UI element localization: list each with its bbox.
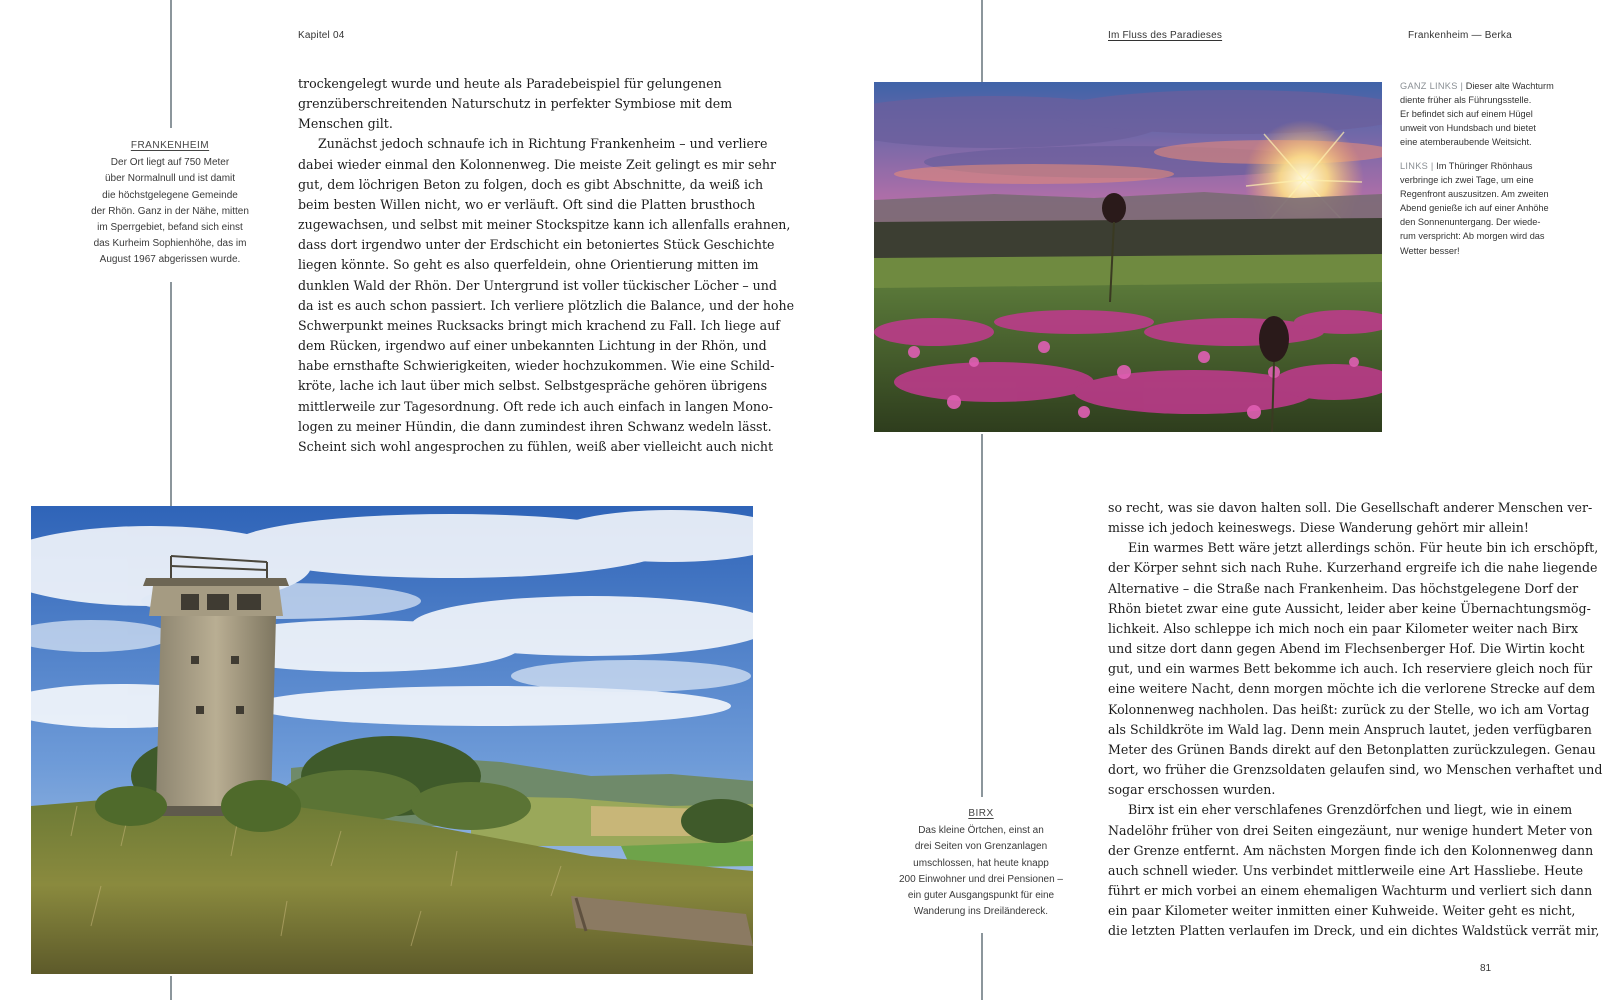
body-line: der Grenze entfernt. Am nächsten Morgen finde ich den Kolonnenweg dann xyxy=(1108,842,1594,858)
caption-line: unweit von Hundsbach und bietet xyxy=(1400,123,1536,134)
sidenote-frankenheim xyxy=(70,138,270,269)
sidenote-line: Das kleine Örtchen, einst an xyxy=(918,825,1044,837)
body-line: zugewachsen, und selbst mit meiner Stockspitze kann ich allenfalls erahnen, xyxy=(298,217,791,233)
watchtower-photo xyxy=(31,506,753,974)
body-line: kröte, lache ich laut über mich selbst. Selbstgespräche gehören übrigens xyxy=(298,378,768,394)
body-line: Meter des Grünen Bands direkt auf den Betonplatten zurückzulegen. Genau xyxy=(1108,741,1596,757)
body-line: Birx ist ein eher verschlafenes Grenzdörfchen und liegt, wie in einem xyxy=(1128,802,1573,818)
right-margin-rule-mid xyxy=(981,434,983,797)
caption-line: Regenfront auszusitzen. Am zweiten xyxy=(1400,189,1549,200)
sidenote-line: über Normalnull und ist damit xyxy=(104,173,236,185)
caption-line: diente früher als Führungsstelle. xyxy=(1400,95,1532,106)
caption-line: den Sonnenuntergang. Der wiede- xyxy=(1400,217,1541,228)
caption-tag: GANZ LINKS | xyxy=(1400,81,1464,91)
body-line: dunklen Wald der Rhön. Der Untergrund ist voller tückischer Löcher – und xyxy=(298,277,777,293)
caption-line: Im Thüringer Rhönhaus xyxy=(1436,161,1533,171)
body-line: Zunächst jedoch schnaufe ich in Richtung Frankenheim – und verliere xyxy=(318,136,768,152)
body-line: mittlerweile zur Tagesordnung. Oft rede ich auch einfach in langen Mono- xyxy=(298,398,773,414)
chapter-header: Kapitel 04 xyxy=(298,30,345,41)
body-line: die letzten Platten verlaufen im Dreck, und ein dichtes Waldstück verrät mir, xyxy=(1108,923,1600,939)
body-line: trockengelegt wurde und heute als Paradebeispiel für gelungenen xyxy=(298,76,722,91)
caption-line: verbringe ich zwei Tage, um eine xyxy=(1400,175,1534,186)
body-line: liegen könnte. So geht es also querfeldein, ohne Orientierung mitten im xyxy=(298,257,759,273)
body-line: Scheint sich wohl angesprochen zu fühlen, weiß aber vielleicht auch nicht xyxy=(298,438,774,454)
sidenote-line: Der Ort liegt auf 750 Meter xyxy=(110,157,230,169)
sidenote-line: im Sperrgebiet, befand sich einst xyxy=(97,222,243,234)
body-line: beim besten Willen nicht, wo er verläuft. Oft sind die Platten brusthoch xyxy=(298,196,756,212)
body-line: ein paar Kilometer weiter inmitten einer Kuhweide. Weiter geht es nicht, xyxy=(1108,903,1576,919)
page-number: 81 xyxy=(1480,963,1492,974)
sidenote-line: das Kurheim Sophienhöhe, das im xyxy=(93,238,247,250)
right-body-text xyxy=(1108,498,1603,941)
sidenote-birx xyxy=(876,806,1086,920)
sidenote-line: drei Seiten von Grenzanlagen xyxy=(914,841,1048,853)
caption-tag: LINKS | xyxy=(1400,161,1434,171)
body-line: dort, wo früher die Grenzsoldaten gelaufen sind, wo Menschen verhaftet und xyxy=(1108,762,1603,778)
body-line: Rhön bietet zwar eine gute Aussicht, leider aber keine Übernachtungsmög- xyxy=(1108,600,1591,616)
sunset-photo xyxy=(874,82,1382,432)
caption-line: Abend genieße ich auf einer Anhöhe xyxy=(1400,203,1549,214)
body-line: auch schnell wieder. Uns verbindet mittlerweile eine Art Hassliebe. Heute xyxy=(1108,862,1584,878)
left-margin-rule-bottom xyxy=(170,976,172,1000)
left-margin-rule-top xyxy=(170,0,172,128)
caption-line: Wetter besser! xyxy=(1400,245,1460,256)
body-line: gut, dem löchrigen Beton zu folgen, doch es gibt Abschnitte, da weiß ich xyxy=(298,176,764,192)
sidenote-title: FRANKENHEIM xyxy=(130,140,210,151)
caption-sunset xyxy=(1400,159,1549,258)
body-line: Kolonnenweg nachholen. Das heißt: zurück zu der Stelle, wo ich am Vortag xyxy=(1108,701,1590,717)
caption-line: eine atemberaubende Weitsicht. xyxy=(1400,137,1532,148)
sidenote-line: Wanderung ins Dreiländereck. xyxy=(913,906,1049,918)
sidenote-title: BIRX xyxy=(968,808,994,819)
sidenote-line: umschlossen, hat heute knapp xyxy=(913,857,1049,869)
body-line: grenzüberschreitenden Naturschutz in perfekter Symbiose mit dem xyxy=(298,96,733,112)
sidenote-line: August 1967 abgerissen wurde. xyxy=(99,254,241,266)
body-line: führt er mich vorbei an einem ehemaligen Wachturm und verliert sich dann xyxy=(1108,882,1593,898)
body-line: sogar erschossen wurden. xyxy=(1108,782,1276,798)
body-line: Schwerpunkt meines Rucksacks bringt mich krachend zu Fall. Ich liege auf xyxy=(298,317,780,333)
caption-watchtower xyxy=(1400,79,1554,149)
sidenote-line: die höchstgelegene Gemeinde xyxy=(102,189,238,201)
left-margin-rule-mid xyxy=(170,282,172,508)
right-margin-rule-top xyxy=(981,0,983,82)
body-line: misse ich jedoch keineswegs. Diese Wanderung gehört mir allein! xyxy=(1108,520,1529,536)
body-line: Alternative – die Straße nach Frankenheim. Das höchstgelegene Dorf der xyxy=(1108,580,1579,596)
body-line: Nadelöhr früher von drei Seiten eingezäunt, nur wenige hundert Meter von xyxy=(1108,822,1593,838)
body-line: der Körper sehnt sich nach Ruhe. Kurzerhand ergreife ich die nahe liegende xyxy=(1108,560,1598,576)
body-line: Ein warmes Bett wäre jetzt allerdings schön. Für heute bin ich erschöpft, xyxy=(1128,540,1599,556)
body-line: gut, und ein warmes Bett bekomme ich auch. Ich reserviere gleich noch für xyxy=(1108,661,1593,677)
body-line: eine weitere Nacht, denn morgen möchte ich die verlorene Strecke auf dem xyxy=(1108,681,1596,697)
sidenote-line: ein guter Ausgangspunkt für eine xyxy=(907,890,1055,902)
caption-line: Dieser alte Wachturm xyxy=(1465,81,1554,91)
body-line: da ist es auch schon passiert. Ich verliere plötzlich die Balance, und der hohe xyxy=(298,297,795,313)
route-header: Frankenheim — Berka xyxy=(1408,30,1512,41)
body-line: Menschen gilt. xyxy=(298,116,393,132)
body-line: dabei wieder einmal den Kolonnenweg. Die meiste Zeit gelingt es mir sehr xyxy=(298,156,777,172)
body-line: habe ernsthafte Schwierigkeiten, wieder hochzukommen. Wie eine Schild- xyxy=(298,358,775,374)
running-title: Im Fluss des Paradieses xyxy=(1108,30,1223,41)
body-line: lichkeit. Also schleppe ich mich noch ein paar Kilometer weiter nach Birx xyxy=(1108,620,1579,636)
body-line: logen zu meiner Hündin, die dann zumindest ihren Schwanz wedeln lässt. xyxy=(298,418,772,434)
caption-line: Er befindet sich auf einem Hügel xyxy=(1400,109,1533,120)
body-line: so recht, was sie davon halten soll. Die Gesellschaft anderer Menschen ver- xyxy=(1108,500,1593,515)
sidenote-line: der Rhön. Ganz in der Nähe, mitten xyxy=(91,205,249,217)
left-body-text xyxy=(298,74,795,457)
caption-line: rum verspricht: Ab morgen wird das xyxy=(1400,231,1545,242)
right-margin-rule-bottom xyxy=(981,933,983,1000)
body-line: als Schildkröte im Wald lag. Denn mein Anspruch lautet, jeden verfügbaren xyxy=(1108,721,1592,737)
body-line: dass dort irgendwo unter der Erdschicht ein betoniertes Stück Geschichte xyxy=(298,237,775,253)
body-line: und sitze dort dann gegen Abend im Flechsenberger Hof. Die Wirtin kocht xyxy=(1108,641,1585,657)
sidenote-line: 200 Einwohner und drei Pensionen – xyxy=(898,873,1063,885)
body-line: dem Rücken, irgendwo auf einer unbekannten Lichtung in der Rhön, und xyxy=(298,338,767,354)
